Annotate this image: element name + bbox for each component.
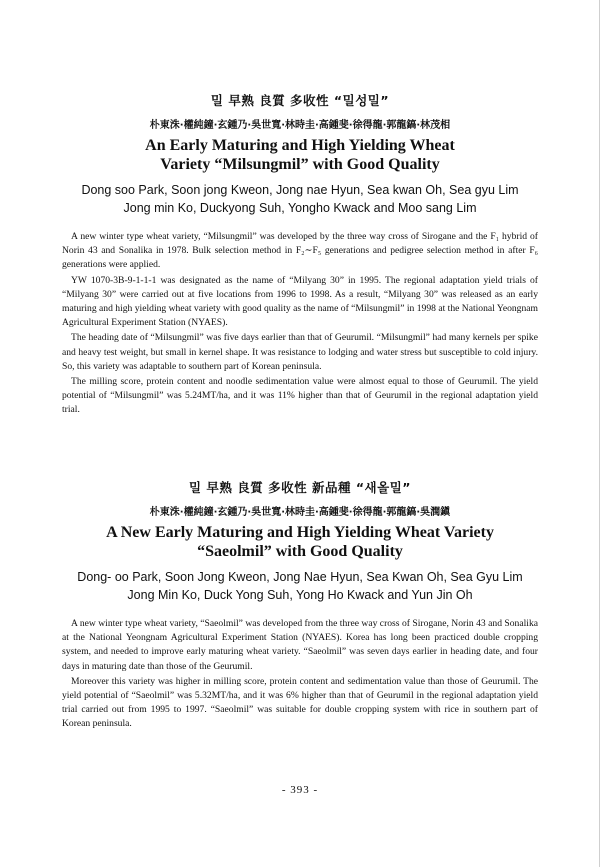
english-authors-line: Dong- oo Park, Soon Jong Kweon, Jong Nae Hyun, Sea Kwan Oh, Sea Gyu Lim bbox=[77, 570, 523, 584]
abstract bbox=[62, 617, 538, 732]
english-authors-line: Dong soo Park, Soon jong Kweon, Jong nae Hyun, Sea kwan Oh, Sea gyu Lim bbox=[81, 183, 519, 197]
english-title bbox=[0, 523, 600, 561]
english-title bbox=[0, 136, 600, 174]
korean-authors: 朴東洙·權純鐘·玄鍾乃·吳世寬·林時圭·高鍾斐·徐得龍·郭龍鎬·吳潤鎭 bbox=[149, 507, 451, 518]
korean-authors: 朴東洙·權純鐘·玄鍾乃·吳世寬·林時圭·高鍾斐·徐得龍·郭龍鎬·林茂相 bbox=[149, 120, 451, 131]
english-title-line: An Early Maturing and High Yielding Wheat bbox=[145, 137, 455, 154]
korean-title: 밀 早熟 良質 多收性 “밀성밀” bbox=[210, 93, 390, 108]
english-title-line: Variety “Milsungmil” with Good Quality bbox=[160, 156, 440, 173]
english-title-line: A New Early Maturing and High Yielding Wheat Variety bbox=[106, 524, 494, 541]
abstract-paragraph: The milling score, protein content and noodle sedimentation value were almost equal to those of Geurumil. The yield potential of “Milsungmil” was 5.24MT/ha, and it was 11% higher than that of Geurumil in the regional adaptation yield trial. bbox=[62, 376, 538, 416]
abstract-paragraph: A new winter type wheat variety, “Milsungmil” was developed by the three way cross of Sirogane and the F₁ hybrid of Norin 43 and Sonalika in 1978. Bulk selection method in F₂∼F₅ generations and pedigree selection method in after F₆ generations were applied. bbox=[62, 231, 538, 271]
abstract-paragraph: The heading date of “Milsungmil” was five days earlier than that of Geurumil. “Milsungmil” had many kernels per spike and heavy test weight, but small in kernel shape. It was resistance to lodging and water stress but susceptible to cold injury. So, this variety was adaptable to southern part of Korean peninsula. bbox=[62, 332, 538, 372]
english-authors-line: Jong Min Ko, Duck Yong Suh, Yong Ho Kwack and Yun Jin Oh bbox=[127, 588, 473, 602]
article-saeolmil bbox=[0, 479, 600, 733]
page-number: - 393 - bbox=[281, 784, 319, 796]
english-authors bbox=[0, 568, 600, 604]
english-authors bbox=[0, 181, 600, 217]
abstract-paragraph: Moreover this variety was higher in milling score, protein content and sedimentation value than those of Geurumil. The yield potential of “Saeolmil” was 5.32MT/ha, and it was 6% higher than that of Geurumil in the regional adaptation yield trial carried out from 1995 to 1997. “Saeolmil” was suitable for double cropping system with rice in southern part of Korean peninsula. bbox=[62, 675, 538, 730]
abstract-paragraph: YW 1070-3B-9-1-1-1 was designated as the name of “Milyang 30” in 1995. The regional adaptation yield trials of “Milyang 30” were carried out at five locations from 1996 to 1998. As a result, “Milyang 30” was released as an early maturing and high yielding wheat variety with good quality as the name of “Milsungmil” in 1998 at the National Yeongnam Agricultural Experiment Station (NYAES). bbox=[62, 274, 538, 329]
english-authors-line: Jong min Ko, Duckyong Suh, Yongho Kwack and Moo sang Lim bbox=[123, 201, 477, 215]
english-title-line: “Saeolmil” with Good Quality bbox=[197, 543, 403, 560]
article-milsungmil bbox=[0, 92, 600, 419]
korean-title: 밀 早熟 良質 多收性 新品種 “새올밀” bbox=[189, 480, 411, 495]
abstract bbox=[62, 230, 538, 418]
abstract-paragraph: A new winter type wheat variety, “Saeolmil” was developed from the three way cross of Sirogane, Norin 43 and Sonalika at the National Yeongnam Agricultural Experiment Station (NYAES). Korea has long been practiced double cropping system, and needed to improve early maturing wheat variety. “Saeolmil” was seven days earlier in heading date, and four days in maturing date than those of the Geurumil. bbox=[62, 618, 538, 672]
